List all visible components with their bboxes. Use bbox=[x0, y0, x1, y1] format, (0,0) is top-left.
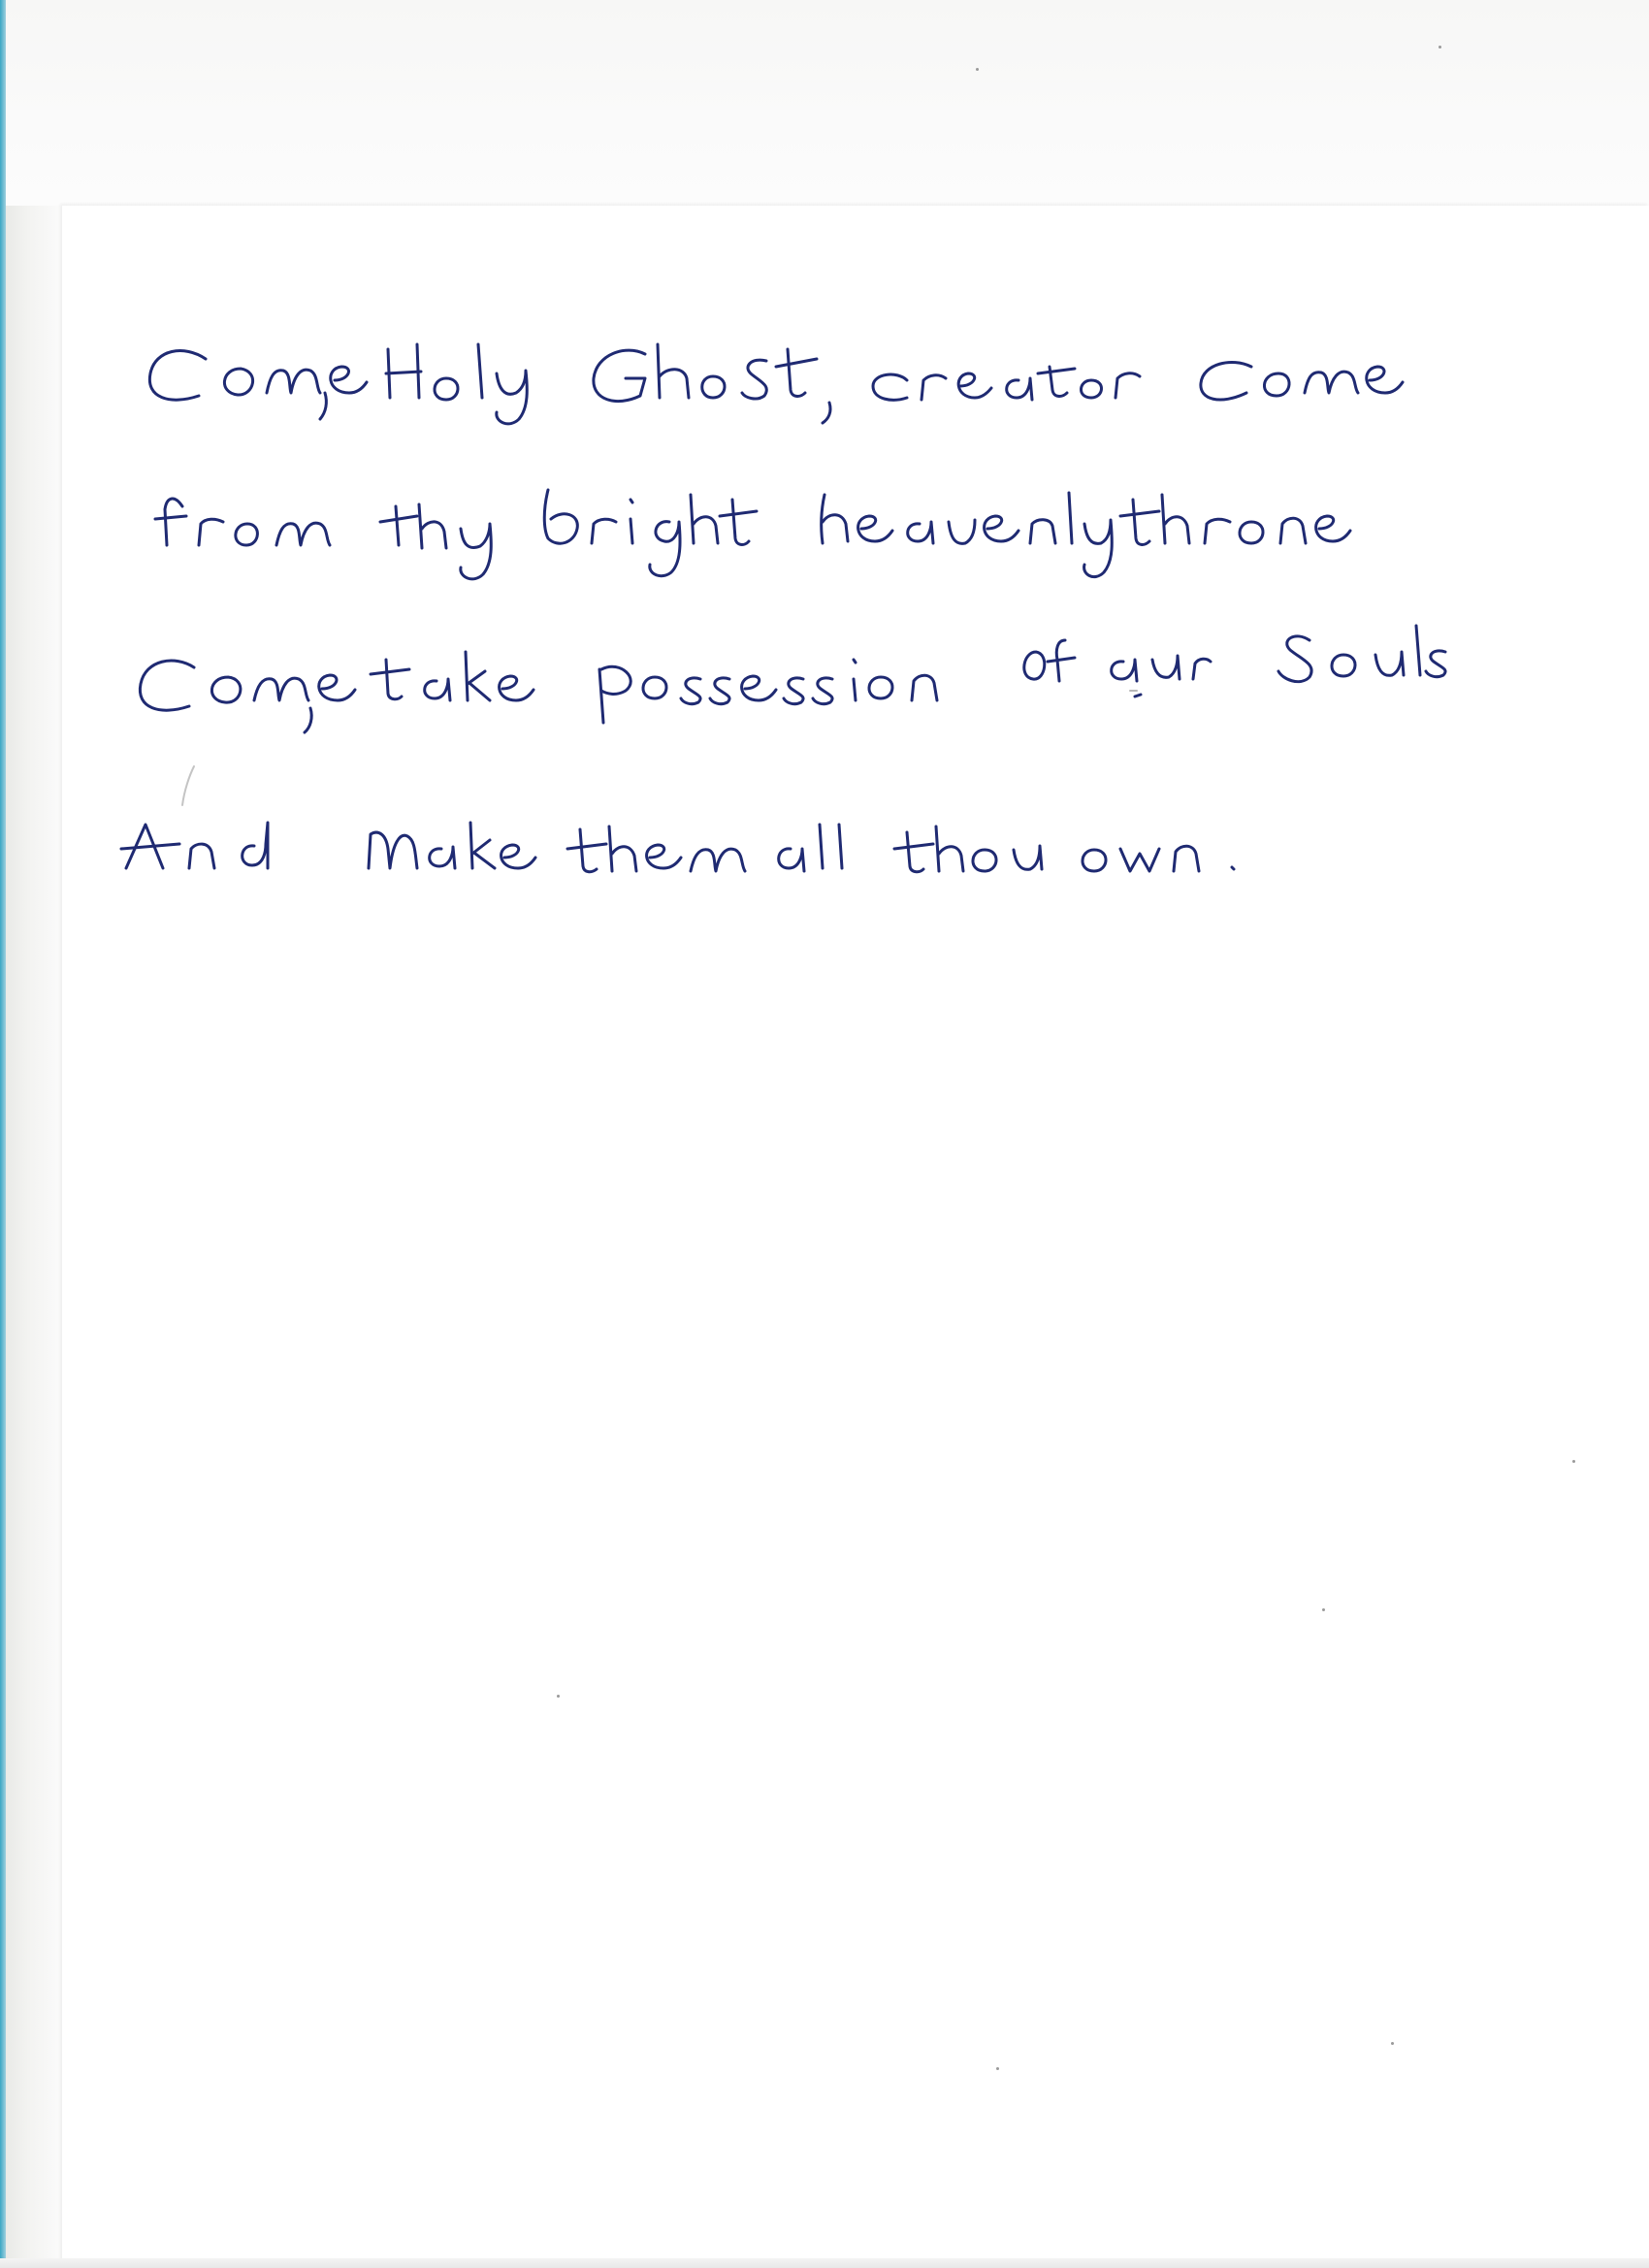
scan-speck bbox=[1439, 46, 1441, 49]
handwriting-line-4 bbox=[121, 823, 1234, 872]
handwriting-line-3 bbox=[140, 626, 1445, 732]
handwriting-line-1 bbox=[149, 344, 1403, 424]
scan-speck bbox=[1322, 1608, 1325, 1611]
scan-speck bbox=[557, 1695, 560, 1698]
scan-speck bbox=[1391, 2042, 1394, 2045]
scan-speck bbox=[1572, 1460, 1575, 1463]
scan-speck bbox=[996, 2067, 999, 2070]
scan-speck bbox=[976, 68, 979, 71]
handwriting-line-2 bbox=[155, 490, 1350, 579]
